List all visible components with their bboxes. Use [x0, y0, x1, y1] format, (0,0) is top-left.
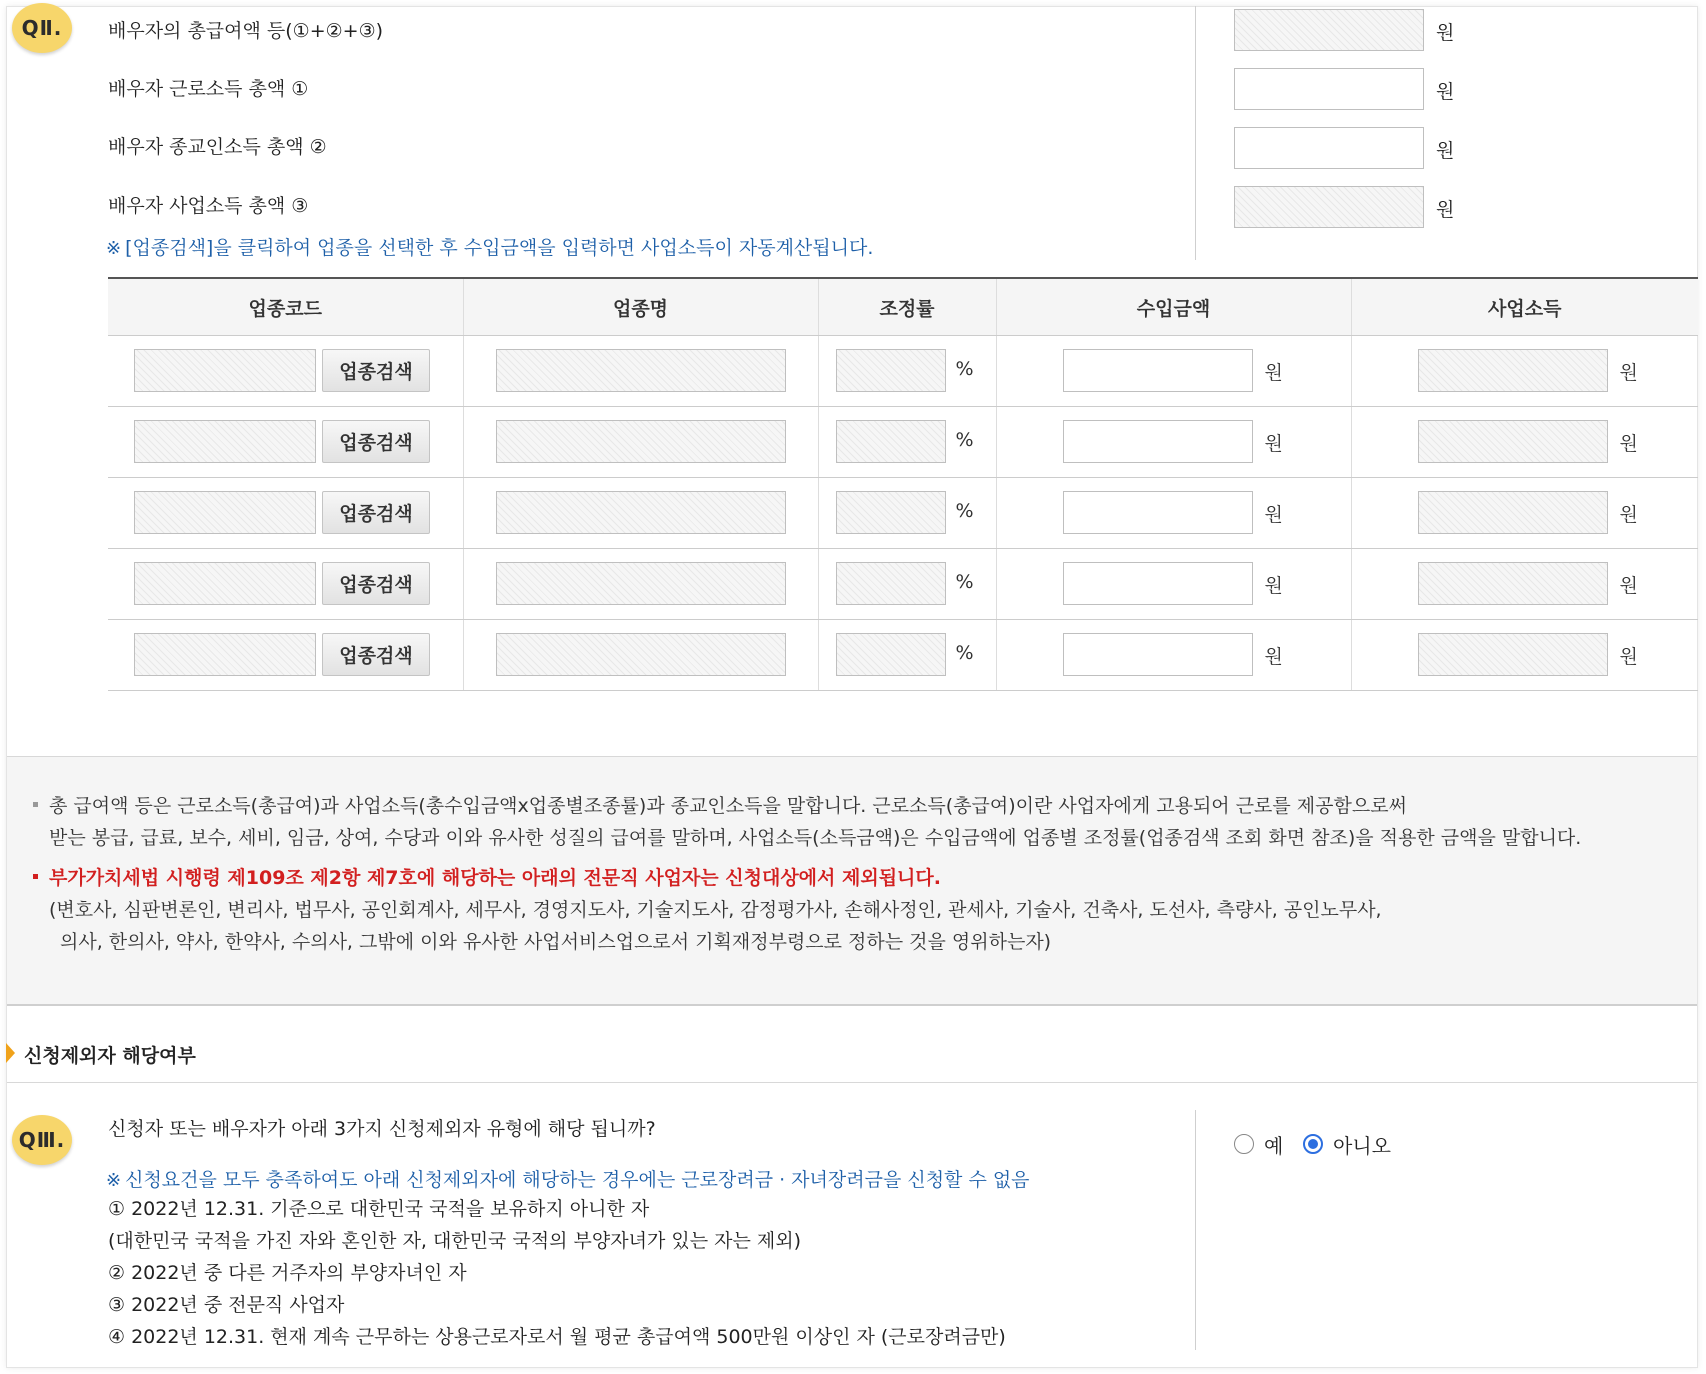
- won-unit: 원: [1619, 362, 1638, 384]
- criteria-item: ② 2022년 중 다른 거주자의 부양자녀인 자: [108, 1262, 467, 1284]
- business-income-field: [1418, 562, 1608, 605]
- cell-business-name: [463, 407, 818, 478]
- business-name-field: [496, 491, 786, 534]
- won-unit: 원: [1264, 362, 1283, 384]
- question-badge-q2: QⅡ.: [12, 3, 72, 53]
- table-row: [108, 478, 1698, 549]
- business-code-field: [134, 349, 316, 392]
- criteria-item: ④ 2022년 12.31. 현재 계속 근무하는 상용근로자로서 월 평균 총급여액 500만원 이상인 자 (근로장려금만): [108, 1326, 1006, 1348]
- cell-revenue: [996, 336, 1351, 407]
- header-revenue: 수입금액: [996, 278, 1351, 336]
- radio-yes-label[interactable]: 예: [1264, 1134, 1284, 1158]
- percent-unit: %: [955, 571, 974, 593]
- cell-revenue: [996, 620, 1351, 691]
- exclusion-note: [106, 1165, 1030, 1192]
- cell-business-code: [108, 478, 463, 549]
- cell-business-income: [1351, 407, 1698, 478]
- exclusion-question: 신청자 또는 배우자가 아래 3가지 신청제외자 유형에 해당 됩니까?: [108, 1118, 656, 1140]
- criteria-item: ① 2022년 12.31. 기준으로 대한민국 국적을 보유하지 아니한 자: [108, 1198, 650, 1220]
- business-income-field: [1418, 633, 1608, 676]
- won-unit: 원: [1436, 81, 1455, 103]
- won-unit: 원: [1264, 504, 1283, 526]
- radio-no[interactable]: [1303, 1134, 1323, 1154]
- business-search-button[interactable]: 업종검색: [322, 491, 430, 534]
- criteria-item: (대한민국 국적을 가진 자와 혼인한 자, 대한민국 국적의 부양자녀가 있는 자는 제외): [108, 1230, 801, 1252]
- exclusion-note-text: 신청요건을 모두 충족하여도 아래 신청제외자에 해당하는 경우에는 근로장려금 · 자녀장려금을 신청할 수 없음: [125, 1169, 1030, 1191]
- business-search-button[interactable]: 업종검색: [322, 349, 430, 392]
- business-code-field: [134, 491, 316, 534]
- header-adjustment-rate: 조정률: [818, 278, 996, 336]
- spouse-earned-income-label: 배우자 근로소득 총액 ①: [108, 78, 309, 100]
- adjustment-rate-field: [836, 562, 946, 605]
- business-name-field: [496, 633, 786, 676]
- cell-business-name: [463, 478, 818, 549]
- business-income-table: [108, 277, 1698, 691]
- business-search-button[interactable]: 업종검색: [322, 633, 430, 676]
- cell-business-code: [108, 620, 463, 691]
- spouse-total-income-label: 배우자의 총급여액 등(①+②+③): [108, 20, 384, 42]
- revenue-input[interactable]: [1063, 562, 1253, 605]
- cell-business-code: [108, 549, 463, 620]
- section-title: 신청제외자 해당여부: [24, 1045, 196, 1067]
- spouse-religious-income-label: 배우자 종교인소득 총액 ②: [108, 136, 327, 158]
- won-unit: 원: [1264, 646, 1283, 668]
- cell-adjustment-rate: [818, 478, 996, 549]
- cell-adjustment-rate: [818, 549, 996, 620]
- percent-unit: %: [955, 500, 974, 522]
- won-unit: 원: [1436, 199, 1455, 221]
- cell-business-name: [463, 620, 818, 691]
- table-row: [108, 407, 1698, 478]
- business-code-field: [134, 562, 316, 605]
- spouse-religious-income-input[interactable]: [1234, 127, 1424, 169]
- cell-revenue: [996, 478, 1351, 549]
- criteria-item: ③ 2022년 중 전문직 사업자: [108, 1294, 345, 1316]
- radio-yes[interactable]: [1234, 1134, 1254, 1154]
- adjustment-rate-field: [836, 491, 946, 534]
- business-income-field: [1418, 420, 1608, 463]
- info-line-3: (변호사, 심판변론인, 변리사, 법무사, 공인회계사, 세무사, 경영지도사, 기술지도사, 감정평가사, 손해사정인, 관세사, 기술사, 건축사, 도선사, 측량사, 공인노무사,: [49, 899, 1382, 921]
- exclusion-warning: 부가가치세법 시행령 제109조 제2항 제7호에 해당하는 아래의 전문직 사업자는 신청대상에서 제외됩니다.: [49, 867, 941, 889]
- cell-business-income: [1351, 478, 1698, 549]
- table-row: [108, 620, 1698, 691]
- header-business-name: 업종명: [463, 278, 818, 336]
- revenue-input[interactable]: [1063, 349, 1253, 392]
- spouse-earned-income-input[interactable]: [1234, 68, 1424, 110]
- table-row: [108, 336, 1698, 407]
- info-box: [7, 756, 1697, 1006]
- note-mark-icon: ※: [106, 238, 122, 259]
- percent-unit: %: [955, 429, 974, 451]
- bullet-icon: [33, 874, 38, 879]
- won-unit: 원: [1619, 646, 1638, 668]
- won-unit: 원: [1619, 504, 1638, 526]
- won-unit: 원: [1436, 22, 1455, 44]
- won-unit: 원: [1619, 575, 1638, 597]
- question-badge-q3: QⅢ.: [12, 1115, 72, 1165]
- cell-business-income: [1351, 620, 1698, 691]
- bullet-icon: [33, 802, 38, 807]
- revenue-input[interactable]: [1063, 491, 1253, 534]
- business-code-field: [134, 633, 316, 676]
- column-divider: [1195, 1110, 1196, 1350]
- business-name-field: [496, 420, 786, 463]
- cell-adjustment-rate: [818, 336, 996, 407]
- info-line-1: 총 급여액 등은 근로소득(총급여)과 사업소득(총수입금액x업종별조종률)과 종교인소득을 말합니다. 근로소득(총급여)이란 사업자에게 고용되어 근로를 제공함으로써: [49, 795, 1407, 817]
- radio-no-label[interactable]: 아니오: [1333, 1134, 1391, 1158]
- cell-revenue: [996, 549, 1351, 620]
- business-search-note-text: [업종검색]을 클릭하여 업종을 선택한 후 수입금액을 입력하면 사업소득이 자동계산됩니다.: [125, 237, 874, 259]
- cell-business-code: [108, 336, 463, 407]
- cell-business-income: [1351, 336, 1698, 407]
- cell-adjustment-rate: [818, 407, 996, 478]
- cell-revenue: [996, 407, 1351, 478]
- percent-unit: %: [955, 642, 974, 664]
- adjustment-rate-field: [836, 349, 946, 392]
- adjustment-rate-field: [836, 420, 946, 463]
- business-income-field: [1418, 349, 1608, 392]
- adjustment-rate-field: [836, 633, 946, 676]
- revenue-input[interactable]: [1063, 420, 1253, 463]
- column-divider: [1195, 6, 1196, 260]
- business-search-button[interactable]: 업종검색: [322, 420, 430, 463]
- cell-business-income: [1351, 549, 1698, 620]
- header-business-code: 업종코드: [108, 278, 463, 336]
- table-row: [108, 549, 1698, 620]
- business-search-button[interactable]: 업종검색: [322, 562, 430, 605]
- table-header-row: [108, 278, 1698, 336]
- percent-unit: %: [955, 358, 974, 380]
- business-search-note: [106, 233, 873, 260]
- business-code-field: [134, 420, 316, 463]
- section-divider: [7, 1082, 1697, 1083]
- business-name-field: [496, 349, 786, 392]
- cell-adjustment-rate: [818, 620, 996, 691]
- won-unit: 원: [1619, 433, 1638, 455]
- won-unit: 원: [1264, 433, 1283, 455]
- won-unit: 원: [1436, 140, 1455, 162]
- info-line-2: 받는 봉급, 급료, 보수, 세비, 임금, 상여, 수당과 이와 유사한 성질의 급여를 말하며, 사업소득(소득금액)은 수입금액에 업종별 조정률(업종검색 조회 화면 참조)을 적용한 금액을 말합니다.: [49, 827, 1582, 849]
- cell-business-code: [108, 407, 463, 478]
- cell-business-name: [463, 549, 818, 620]
- cell-business-name: [463, 336, 818, 407]
- won-unit: 원: [1264, 575, 1283, 597]
- revenue-input[interactable]: [1063, 633, 1253, 676]
- business-name-field: [496, 562, 786, 605]
- header-business-income: 사업소득: [1351, 278, 1698, 336]
- spouse-business-income-field: [1234, 186, 1424, 228]
- section-marker-icon: [6, 1043, 15, 1063]
- business-income-field: [1418, 491, 1608, 534]
- spouse-total-income-field: [1234, 9, 1424, 51]
- spouse-business-income-label: 배우자 사업소득 총액 ③: [108, 195, 309, 217]
- info-line-4: 의사, 한의사, 약사, 한약사, 수의사, 그밖에 이와 유사한 사업서비스업으로서 기획재정부령으로 정하는 것을 영위하는자): [60, 931, 1052, 953]
- note-mark-icon: ※: [106, 1170, 122, 1191]
